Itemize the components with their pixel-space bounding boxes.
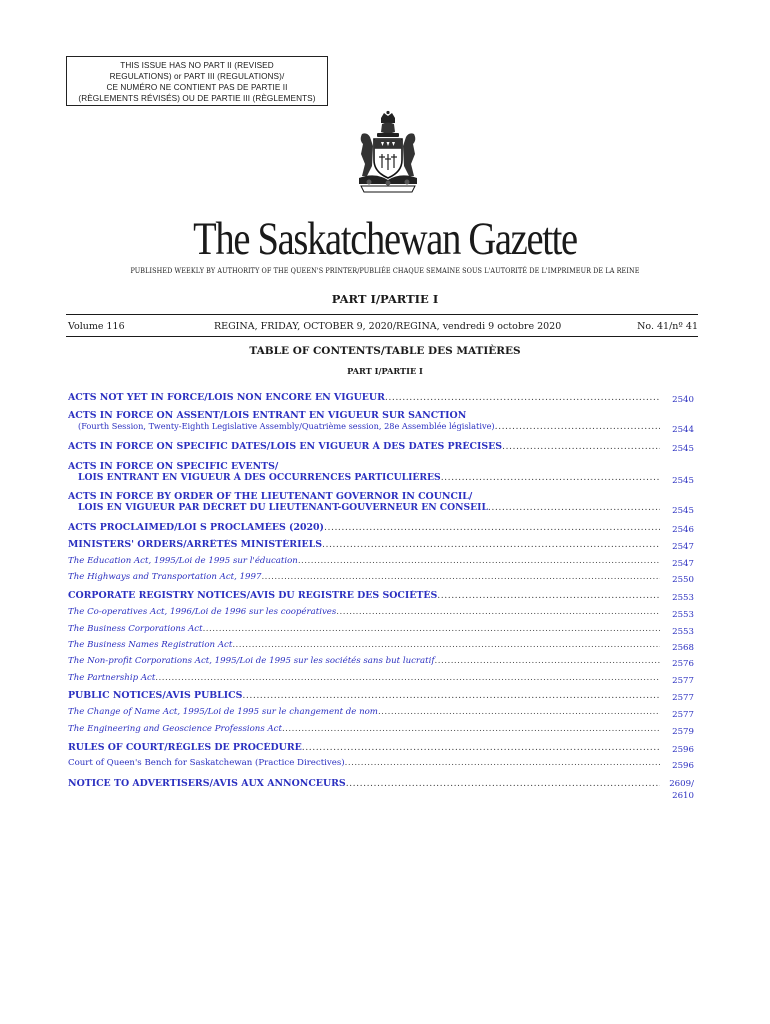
header-rule-top <box>66 314 698 315</box>
toc-page-number: 2577 <box>672 676 694 686</box>
toc-entry-acts-proclaimed[interactable]: ACTS PROCLAIMED/LOI S PROCLAMÉES (2020) ..... 2546 <box>68 522 700 536</box>
notice-line-3: CE NUMÉRO NE CONTIENT PAS DE PARTIE II <box>106 83 288 92</box>
toc-page-number: 2596 <box>672 761 694 771</box>
toc-entry-highways-act[interactable]: The Highways and Transportation Act, 1997 ..... 2550 <box>68 572 700 586</box>
dateline: REGINA, FRIDAY, OCTOBER 9, 2020/REGINA, vendredi 9 octobre 2020 <box>214 321 562 332</box>
notice-line-4: (RÈGLEMENTS RÉVISÉS) OU DE PARTIE III (RÈGLEMENTS) <box>78 94 316 103</box>
header-rule-bottom <box>66 336 698 337</box>
toc-entry-co-operatives-act[interactable]: The Co-operatives Act, 1996/Loi de 1996 sur les coopératives ..... 2553 <box>68 607 700 621</box>
toc-entry-business-names-act[interactable]: The Business Names Registration Act ..... 2568 <box>68 640 700 654</box>
toc-page-number: 2540 <box>672 395 694 405</box>
no-part-ii-iii-notice-box <box>66 56 328 106</box>
toc-page-number: 2577 <box>672 710 694 720</box>
toc-page-number: 2545 <box>672 506 694 516</box>
notice-line-1: THIS ISSUE HAS NO PART II (REVISED <box>120 61 274 70</box>
gazette-subtitle: PUBLISHED WEEKLY BY AUTHORITY OF THE QUEEN'S PRINTER/PUBLIÉE CHAQUE SEMAINE SOUS L'AUTORITÉ DE L'IMPRIMEUR DE LA REINE <box>130 267 640 275</box>
toc-entry-business-corporations-act[interactable]: The Business Corporations Act ..... 2553 <box>68 624 700 638</box>
part-heading: PART I/PARTIE I <box>331 292 439 306</box>
toc-entry-acts-in-force-specific-events[interactable]: ACTS IN FORCE ON SPECIFIC EVENTS/ LOIS ENTRANT EN VIGUEUR À DES OCCURRENCES PARTICULIÈRES ..... 2545 <box>68 461 700 487</box>
toc-page-number: 2544 <box>672 425 694 435</box>
toc-entry-education-act[interactable]: The Education Act, 1995/Loi de 1995 sur l'éducation ..... 2547 <box>68 556 700 570</box>
issue-number: No. 41/nº 41 <box>637 321 698 332</box>
toc-page-number: 2550 <box>672 575 694 585</box>
toc-entry-change-of-name-act[interactable]: The Change of Name Act, 1995/Loi de 1995 sur le changement de nom ..... 2577 <box>68 707 700 721</box>
toc-page-number: 2577 <box>672 693 694 703</box>
toc-entry-non-profit-corporations-act[interactable]: The Non-profit Corporations Act, 1995/Loi de 1995 sur les sociétés sans but lucratif ..... 2576 <box>68 656 700 670</box>
toc-page-number: 2553 <box>672 627 694 637</box>
gazette-title: The Saskatchewan Gazette <box>193 213 577 265</box>
toc-entry-public-notices[interactable]: PUBLIC NOTICES/AVIS PUBLICS ..... 2577 <box>68 690 700 704</box>
toc-entry-partnership-act[interactable]: The Partnership Act ..... 2577 <box>68 673 700 687</box>
toc-page-number: 2579 <box>672 727 694 737</box>
toc-page-number: 2545 <box>672 476 694 486</box>
toc-page-number: 2568 <box>672 643 694 653</box>
toc-entry-acts-in-force-by-order[interactable]: ACTS IN FORCE BY ORDER OF THE LIEUTENANT GOVERNOR IN COUNCIL/ LOIS EN VIGUEUR PAR DÉCRET DU LIEUTENANT-GOUVERNEUR EN CONSEIL ..... 2545 <box>68 491 700 517</box>
toc-entry-acts-in-force-on-assent[interactable]: ACTS IN FORCE ON ASSENT/LOIS ENTRANT EN VIGUEUR SUR SANCTION (Fourth Session, Twenty-Eighth Legislative Assembly/Quatrième session, 28e Assemblée législative) ..... 2544 <box>68 410 700 436</box>
toc-entry-corporate-registry-notices[interactable]: CORPORATE REGISTRY NOTICES/AVIS DU REGISTRE DES SOCIÉTÉS ..... 2553 <box>68 590 700 604</box>
toc-entry-court-of-queens-bench[interactable]: Court of Queen's Bench for Saskatchewan (Practice Directives) ..... 2596 <box>68 758 700 772</box>
volume-label: Volume 116 <box>68 321 125 332</box>
toc-title: TABLE OF CONTENTS/TABLE DES MATIÈRES <box>249 345 521 357</box>
toc-entry-acts-in-force-specific-dates[interactable]: ACTS IN FORCE ON SPECIFIC DATES/LOIS EN VIGUEUR À DES DATES PRÉCISES ..... 2545 <box>68 441 700 455</box>
toc-page-number: 2576 <box>672 659 694 669</box>
toc-entry-acts-not-yet-in-force[interactable]: ACTS NOT YET IN FORCE/LOIS NON ENCORE EN VIGUEUR ..... 2540 <box>68 392 700 406</box>
toc-page-number: 2553 <box>672 610 694 620</box>
toc-page-number: 2547 <box>672 542 694 552</box>
toc-entry-rules-of-court[interactable]: RULES OF COURT/RÈGLES DE PROCÉDURE ..... 2596 <box>68 742 700 756</box>
toc-page-number: 2545 <box>672 444 694 454</box>
toc-subtitle: PART I/PARTIE I <box>347 366 423 376</box>
toc-page-number: 2546 <box>672 525 694 535</box>
toc-page-number: 2553 <box>672 593 694 603</box>
toc-page-number: 2596 <box>672 745 694 755</box>
toc-entry-ministers-orders[interactable]: MINISTERS' ORDERS/ARRÊTÉS MINISTÉRIELS ..... 2547 <box>68 539 700 553</box>
coat-of-arms-icon <box>355 110 421 194</box>
toc-page-number: 2609/ 2610 <box>669 779 694 801</box>
notice-line-2: REGULATIONS) or PART III (REGULATIONS)/ <box>109 72 285 81</box>
toc-entry-engineering-geoscience-act[interactable]: The Engineering and Geoscience Professions Act ..... 2579 <box>68 724 700 738</box>
toc-page-number: 2547 <box>672 559 694 569</box>
toc-entry-notice-to-advertisers[interactable]: NOTICE TO ADVERTISERS/AVIS AUX ANNONCEURS ..... 2609/ 2610 <box>68 778 700 804</box>
